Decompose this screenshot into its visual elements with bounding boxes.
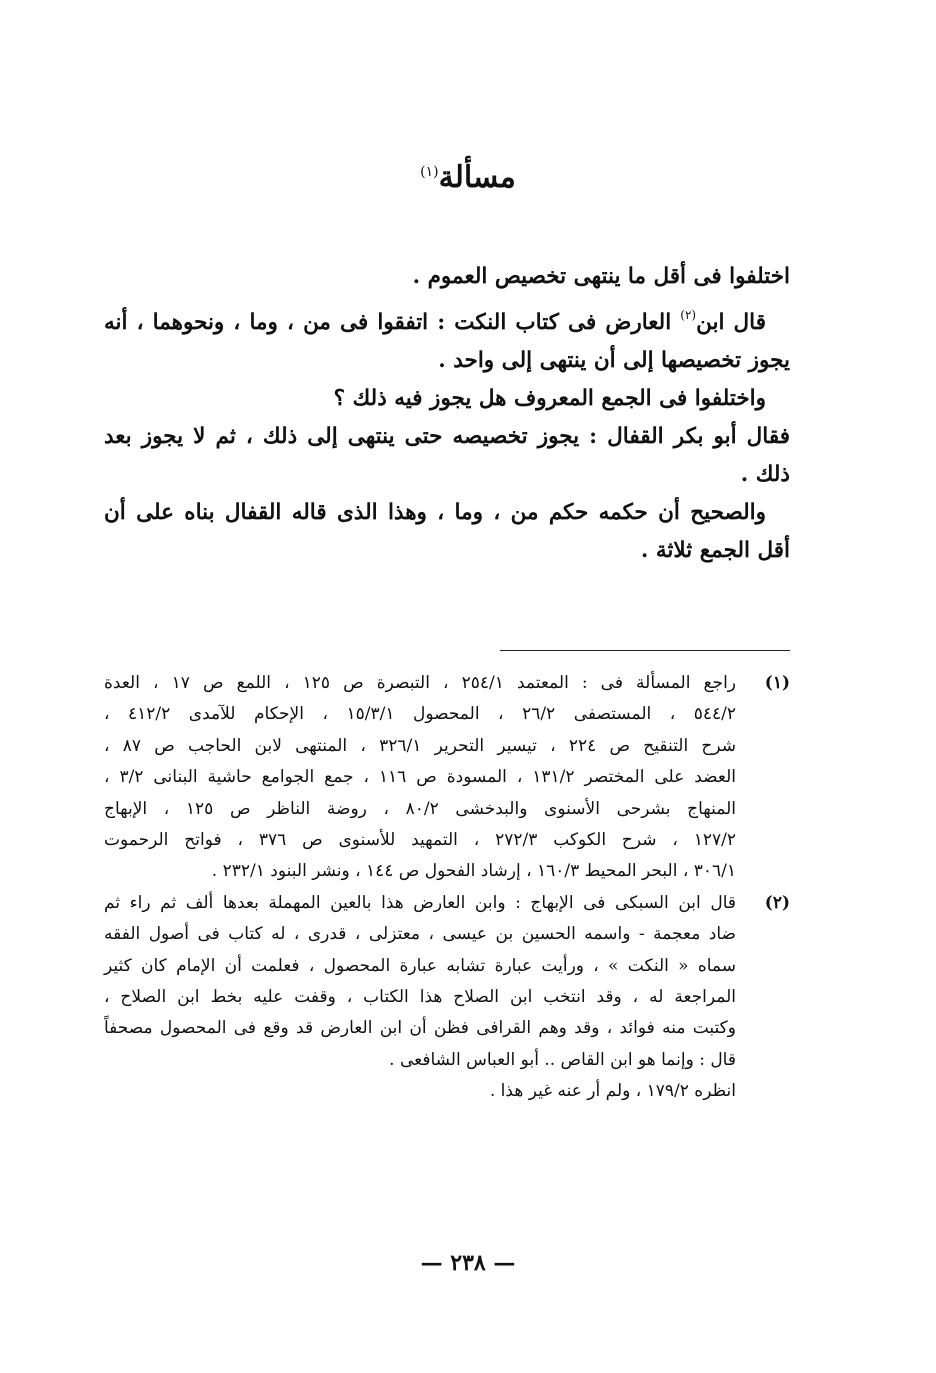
page-number: — ٢٣٨ — bbox=[420, 1250, 516, 1276]
footnote-line: ٥٤٤/٢ ، المستصفى ٢٦/٢ ، المحصول ١٥/٣/١ ، الإحكام للآمدى ٤١٢/٢ ، bbox=[104, 704, 737, 725]
paragraph-line: ذلك . bbox=[740, 462, 790, 487]
paragraph-line: اختلفوا فى أقل ما ينتهى تخصيص العموم . bbox=[412, 264, 790, 289]
line-segment: قال ابن bbox=[696, 310, 766, 335]
section-title bbox=[0, 160, 936, 195]
paragraph-line: واختلفوا فى الجمع المعروف هل يجوز فيه ذلك ؟ bbox=[333, 386, 766, 411]
footnote-line: المراجعة له ، وقد انتخب ابن الصلاح هذا الكتاب ، وقفت عليه بخط ابن الصلاح ، bbox=[104, 987, 736, 1008]
footnote-line: راجع المسألة فى : المعتمد ٢٥٤/١ ، التبصرة ص ١٢٥ ، اللمع ص ١٧ ، العدة bbox=[104, 673, 737, 693]
footnote-line: قال ابن السبكى فى الإبهاج : وابن العارض هذا بالعين المهملة بعدها ألف ثم راء ثم bbox=[104, 892, 736, 913]
footnote-line: ٣٠٦/١ ، البحر المحيط ١٦٠/٣ ، إرشاد الفحول ص ١٤٤ ، ونشر البنود ٢٣٢/١ . bbox=[211, 861, 736, 882]
paragraph-line: يجوز تخصيصها إلى أن ينتهى إلى واحد . bbox=[438, 348, 790, 373]
main-text bbox=[104, 258, 790, 570]
paragraph-line: والصحيح أن حكمه حكم من ، وما ، وهذا الذى قاله القفال بناه على أن bbox=[104, 500, 766, 525]
footnote-line: ضاد معجمة - واسمه الحسين بن عيسى ، معتزلى ، قدرى ، له كتاب فى أصول الفقه bbox=[104, 924, 736, 945]
footnote-line: وكتبت منه فوائد ، وقد وهم القرافى فظن أن ابن العارض قد وقع فى المحصول مصحفاً bbox=[104, 1018, 736, 1039]
section-title-text: مسألة bbox=[438, 160, 516, 195]
paragraph-line: فقال أبو بكر القفال : يجوز تخصيصه حتى ينتهى إلى ذلك ، ثم لا يجوز بعد bbox=[104, 424, 790, 449]
paragraph-line bbox=[104, 296, 790, 342]
footnote-line: المنهاج بشرحى الأسنوى والبدخشى ٨٠/٢ ، روضة الناظر ص ١٢٥ ، الإبهاج bbox=[104, 798, 737, 819]
footnote-line: ١٢٧/٢ ، شرح الكوكب ٢٧٢/٣ ، التمهيد للأسنوى ص ٣٧٦ ، فواتح الرحموت bbox=[104, 830, 736, 851]
footnote-line: انظره ١٧٩/٢ ، ولم أر عنه غير هذا . bbox=[489, 1081, 736, 1102]
title-footnote-marker: (١) bbox=[420, 164, 439, 180]
footnote-divider bbox=[500, 650, 790, 651]
footnote bbox=[104, 888, 790, 1108]
footnote-marker: (٢) bbox=[680, 308, 697, 322]
line-segment: العارض فى كتاب النكت : اتفقوا فى من ، وما ، ونحوهما ، أنه bbox=[104, 310, 681, 335]
footnotes bbox=[104, 668, 790, 1108]
footnote bbox=[104, 668, 790, 888]
footnote-line: شرح التنقيح ص ٢٢٤ ، تيسير التحرير ٣٢٦/١ ، المنتهى لابن الحاجب ص ٨٧ ، bbox=[104, 735, 737, 756]
footnote-line: قال : وإنما هو ابن القاص .. أبو العباس الشافعى . bbox=[389, 1049, 736, 1070]
footnote-number: (٢) bbox=[764, 892, 790, 913]
footnote-number: (١) bbox=[764, 673, 790, 693]
footnote-line: سماه « النكت » ، ورأيت عبارة تشابه عبارة المحصول ، فعلمت أن الإمام كان كثير bbox=[104, 955, 736, 976]
paragraph-line: أقل الجمع ثلاثة . bbox=[640, 538, 790, 563]
footnote-line: العضد على المختصر ١٣١/٢ ، المسودة ص ١١٦ ، جمع الجوامع حاشية البنانى ٣/٢ ، bbox=[104, 767, 737, 788]
